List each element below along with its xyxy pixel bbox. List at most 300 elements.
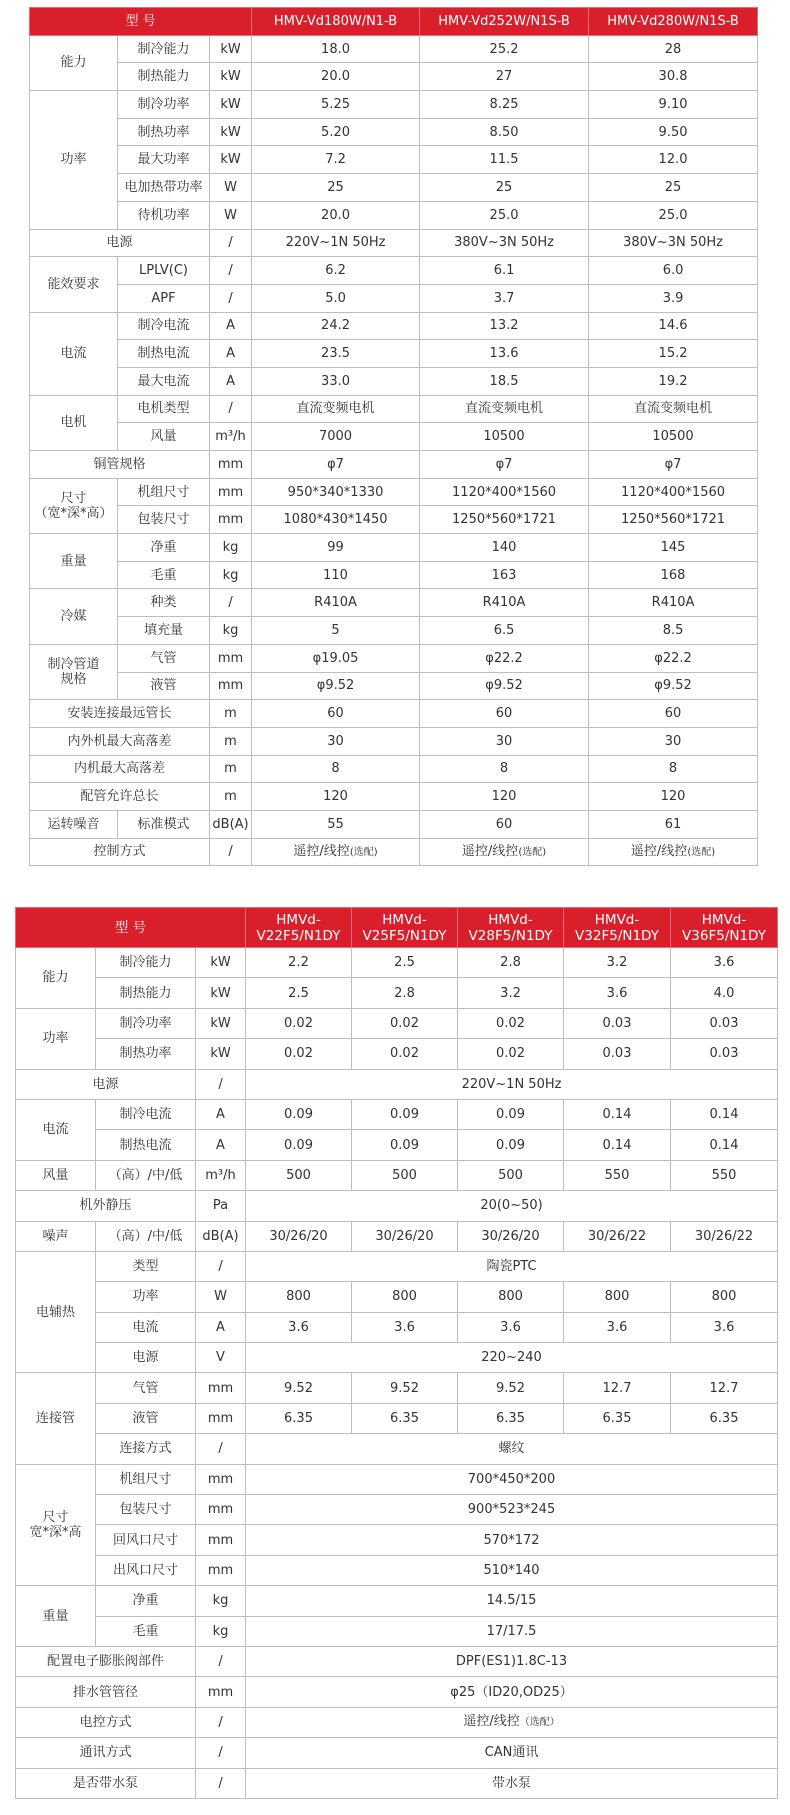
value-cell: 9.52 — [246, 1373, 352, 1403]
group-label — [16, 1464, 96, 1586]
item-label: 内机最大高落差 — [30, 755, 210, 783]
unit-cell: mm — [196, 1495, 246, 1525]
unit-cell: mm — [196, 1464, 246, 1494]
value-cell: 25 — [420, 174, 589, 202]
unit-cell: W — [196, 1282, 246, 1312]
item-label: 通讯方式 — [16, 1738, 196, 1768]
table-row — [16, 948, 778, 978]
value-cell: 1120*400*1560 — [589, 478, 758, 506]
table-row — [30, 561, 758, 589]
model-line: V22F5/N1DY — [256, 927, 341, 944]
unit-cell: A — [196, 1312, 246, 1342]
value-cell: 0.14 — [564, 1130, 671, 1160]
value-cell: 2.8 — [458, 948, 564, 978]
unit-cell: dB(A) — [196, 1221, 246, 1251]
value-cell: 220~240 — [246, 1343, 778, 1373]
value-cell: 25.2 — [420, 35, 589, 63]
table-row — [30, 700, 758, 728]
table-row — [30, 257, 758, 285]
item-label: 净重 — [118, 534, 210, 562]
value-text: 遥控/线控 — [463, 1714, 520, 1730]
unit-cell: mm — [196, 1677, 246, 1707]
table-row — [16, 1434, 778, 1464]
unit-cell: mm — [196, 1373, 246, 1403]
item-label: 类型 — [96, 1251, 196, 1281]
group-label: 运转噪音 — [30, 810, 118, 838]
item-label: 出风口尺寸 — [96, 1555, 196, 1585]
value-cell: DPF(ES1)1.8C-13 — [246, 1646, 778, 1676]
value-cell: 800 — [246, 1282, 352, 1312]
item-label: APF — [118, 284, 210, 312]
value-cell: 7000 — [252, 423, 420, 451]
value-cell: 10500 — [589, 423, 758, 451]
value-cell: 3.6 — [671, 1312, 778, 1342]
table-row — [30, 727, 758, 755]
value-cell: 30.8 — [589, 63, 758, 91]
table-row — [16, 1373, 778, 1403]
item-label: 毛重 — [96, 1616, 196, 1646]
value-cell: 380V~3N 50Hz — [420, 229, 589, 257]
table-row — [30, 174, 758, 202]
value-cell: 3.6 — [564, 978, 671, 1008]
table-row — [30, 118, 758, 146]
unit-cell: m — [210, 783, 252, 811]
value-cell: 0.02 — [458, 1039, 564, 1069]
unit-cell: A — [210, 312, 252, 340]
table-row — [16, 1008, 778, 1038]
value-cell: 0.09 — [352, 1099, 458, 1129]
unit-cell: dB(A) — [210, 810, 252, 838]
unit-cell: W — [210, 201, 252, 229]
unit-cell: mm — [196, 1525, 246, 1555]
value-cell: 18.5 — [420, 367, 589, 395]
value-cell: 20.0 — [252, 63, 420, 91]
value-cell: φ22.2 — [420, 644, 589, 672]
value-cell: 0.02 — [246, 1008, 352, 1038]
value-cell: 220V~1N 50Hz — [246, 1069, 778, 1099]
value-cell: 168 — [589, 561, 758, 589]
value-cell: 12.0 — [589, 146, 758, 174]
unit-cell: / — [196, 1768, 246, 1798]
value-cell: 8.50 — [420, 118, 589, 146]
item-label: 包装尺寸 — [96, 1495, 196, 1525]
unit-cell: mm — [196, 1403, 246, 1433]
unit-cell: mm — [210, 644, 252, 672]
table-row — [16, 1312, 778, 1342]
item-label: 排水管管径 — [16, 1677, 196, 1707]
value-cell: 直流变频电机 — [420, 395, 589, 423]
value-cell: 220V~1N 50Hz — [252, 229, 420, 257]
value-cell: 6.1 — [420, 257, 589, 285]
value-cell: φ22.2 — [589, 644, 758, 672]
value-cell: 27 — [420, 63, 589, 91]
value-cell: 6.5 — [420, 617, 589, 645]
optional-note: (选配) — [687, 846, 716, 858]
item-label: 最大功率 — [118, 146, 210, 174]
group-label: 电辅热 — [16, 1251, 96, 1373]
value-cell: 380V~3N 50Hz — [589, 229, 758, 257]
value-cell: 4.0 — [671, 978, 778, 1008]
table-row — [16, 1403, 778, 1433]
unit-cell: A — [196, 1130, 246, 1160]
value-cell: 8 — [420, 755, 589, 783]
table-row — [16, 1768, 778, 1798]
table-row — [30, 672, 758, 700]
unit-cell: kW — [210, 35, 252, 63]
value-cell: 120 — [420, 783, 589, 811]
value-cell: 3.2 — [458, 978, 564, 1008]
table-row — [16, 1221, 778, 1251]
unit-cell: A — [196, 1099, 246, 1129]
value-cell: φ7 — [420, 451, 589, 479]
value-cell: 30 — [252, 727, 420, 755]
table-row — [16, 1646, 778, 1676]
value-cell: 0.03 — [671, 1008, 778, 1038]
model-line: HMVd- — [276, 911, 321, 928]
group-label-line: （宽*深*高） — [34, 505, 113, 521]
value-cell: 9.52 — [352, 1373, 458, 1403]
table-row — [30, 367, 758, 395]
unit-cell: / — [196, 1069, 246, 1099]
model-name — [671, 908, 778, 948]
value-cell: 陶瓷PTC — [246, 1251, 778, 1281]
value-cell: R410A — [589, 589, 758, 617]
value-cell: 8.25 — [420, 91, 589, 119]
item-label: 制热电流 — [118, 340, 210, 368]
item-label: （高）/中/低 — [96, 1221, 196, 1251]
group-label-line: 尺寸 — [42, 1509, 69, 1525]
value-cell — [589, 838, 758, 866]
item-label: 电流 — [96, 1312, 196, 1342]
item-label: 机组尺寸 — [118, 478, 210, 506]
value-cell: 3.2 — [564, 948, 671, 978]
value-cell: 3.7 — [420, 284, 589, 312]
value-cell: 8 — [589, 755, 758, 783]
value-cell: 60 — [589, 700, 758, 728]
model-name: HMV-Vd280W/N1S-B — [589, 8, 758, 36]
item-label: 制冷电流 — [118, 312, 210, 340]
group-label: 电流 — [30, 312, 118, 395]
value-cell: 直流变频电机 — [589, 395, 758, 423]
model-line: V28F5/N1DY — [468, 927, 553, 944]
value-cell: 0.14 — [564, 1099, 671, 1129]
unit-cell: A — [210, 340, 252, 368]
item-label: 制热电流 — [96, 1130, 196, 1160]
group-label: 功率 — [30, 91, 118, 229]
table-row — [16, 1069, 778, 1099]
value-cell: 14.6 — [589, 312, 758, 340]
value-cell: 2.5 — [352, 948, 458, 978]
value-cell: 0.09 — [458, 1130, 564, 1160]
value-cell: CAN通讯 — [246, 1738, 778, 1768]
value-cell: 23.5 — [252, 340, 420, 368]
value-cell: 6.35 — [458, 1403, 564, 1433]
value-cell: 9.52 — [458, 1373, 564, 1403]
value-cell: 30/26/20 — [458, 1221, 564, 1251]
value-cell: 带水泵 — [246, 1768, 778, 1798]
group-label: 电流 — [16, 1099, 96, 1160]
item-label: 机外静压 — [16, 1191, 196, 1221]
value-cell: φ25（ID20,OD25） — [246, 1677, 778, 1707]
item-label: 制冷功率 — [118, 91, 210, 119]
item-label: 风量 — [118, 423, 210, 451]
item-label: 制热能力 — [96, 978, 196, 1008]
model-line: V36F5/N1DY — [682, 927, 766, 944]
value-cell: 5 — [252, 617, 420, 645]
unit-cell: kW — [210, 146, 252, 174]
value-cell: 30/26/22 — [564, 1221, 671, 1251]
value-cell: 13.2 — [420, 312, 589, 340]
value-cell: 12.7 — [564, 1373, 671, 1403]
unit-cell: / — [196, 1434, 246, 1464]
value-cell: 3.6 — [671, 948, 778, 978]
value-cell: 950*340*1330 — [252, 478, 420, 506]
value-cell: 30 — [589, 727, 758, 755]
value-cell: 99 — [252, 534, 420, 562]
value-cell: 18.0 — [252, 35, 420, 63]
item-label: 标准模式 — [118, 810, 210, 838]
value-cell: 2.5 — [246, 978, 352, 1008]
group-label: 连接管 — [16, 1373, 96, 1464]
value-cell: 0.03 — [671, 1039, 778, 1069]
group-label: 噪声 — [16, 1221, 96, 1251]
table-row — [30, 340, 758, 368]
value-cell: 3.6 — [564, 1312, 671, 1342]
group-label: 电机 — [30, 395, 118, 450]
model-line: HMVd- — [382, 911, 427, 928]
unit-cell: kW — [210, 63, 252, 91]
item-label: 电源 — [96, 1343, 196, 1373]
value-cell: 0.03 — [564, 1039, 671, 1069]
item-label: 液管 — [118, 672, 210, 700]
item-label: 连接方式 — [96, 1434, 196, 1464]
unit-cell: / — [196, 1738, 246, 1768]
table-row — [16, 1343, 778, 1373]
value-cell: 3.6 — [352, 1312, 458, 1342]
value-cell: 120 — [589, 783, 758, 811]
model-line: V25F5/N1DY — [362, 927, 447, 944]
value-cell: 25.0 — [589, 201, 758, 229]
value-cell: 0.02 — [352, 1039, 458, 1069]
table-row — [16, 1251, 778, 1281]
value-cell: 30/26/20 — [246, 1221, 352, 1251]
unit-cell: kW — [210, 91, 252, 119]
item-label: 液管 — [96, 1403, 196, 1433]
model-name — [246, 908, 352, 948]
model-name — [564, 908, 671, 948]
table-row — [30, 63, 758, 91]
value-cell: 6.35 — [352, 1403, 458, 1433]
model-name — [458, 908, 564, 948]
unit-cell: mm — [210, 672, 252, 700]
item-label: 功率 — [96, 1282, 196, 1312]
item-label: 内外机最大高落差 — [30, 727, 210, 755]
group-label-line: 尺寸 — [60, 490, 87, 506]
item-label: 毛重 — [118, 561, 210, 589]
value-cell: 0.09 — [246, 1130, 352, 1160]
value-cell: 3.9 — [589, 284, 758, 312]
table-row — [30, 534, 758, 562]
table-row — [30, 783, 758, 811]
table-row — [30, 755, 758, 783]
item-label: 电源 — [30, 229, 210, 257]
table-row — [16, 1707, 778, 1737]
value-cell: 900*523*245 — [246, 1495, 778, 1525]
table-row — [16, 1039, 778, 1069]
unit-cell: kW — [196, 978, 246, 1008]
unit-cell: kW — [210, 118, 252, 146]
value-cell: 550 — [671, 1160, 778, 1190]
value-cell: 60 — [252, 700, 420, 728]
item-label: 待机功率 — [118, 201, 210, 229]
item-label: 安装连接最远管长 — [30, 700, 210, 728]
value-cell: 6.35 — [564, 1403, 671, 1433]
value-cell: 30 — [420, 727, 589, 755]
value-cell: 20.0 — [252, 201, 420, 229]
unit-cell: kg — [210, 561, 252, 589]
unit-cell: / — [196, 1646, 246, 1676]
value-cell: 6.0 — [589, 257, 758, 285]
table-header-row — [30, 8, 758, 36]
item-label: 制冷功率 — [96, 1008, 196, 1038]
value-cell: 9.10 — [589, 91, 758, 119]
value-cell: 0.09 — [352, 1130, 458, 1160]
table-row — [16, 1160, 778, 1190]
value-cell: φ9.52 — [420, 672, 589, 700]
item-label: 制冷能力 — [118, 35, 210, 63]
value-cell: 2.8 — [352, 978, 458, 1008]
table-row — [16, 1130, 778, 1160]
table-row — [16, 1191, 778, 1221]
item-label: 制热功率 — [118, 118, 210, 146]
unit-cell: / — [210, 838, 252, 866]
value-cell: 25 — [252, 174, 420, 202]
value-cell: 60 — [420, 810, 589, 838]
group-label: 重量 — [30, 534, 118, 589]
value-cell: 140 — [420, 534, 589, 562]
table-row — [30, 478, 758, 506]
value-cell: 55 — [252, 810, 420, 838]
value-cell: 0.03 — [564, 1008, 671, 1038]
value-cell: 24.2 — [252, 312, 420, 340]
value-cell: 8 — [252, 755, 420, 783]
model-line: HMVd- — [701, 911, 747, 928]
group-label — [30, 644, 118, 699]
value-cell: 0.02 — [352, 1008, 458, 1038]
unit-cell: / — [210, 257, 252, 285]
unit-cell: kg — [196, 1586, 246, 1616]
table-row — [30, 617, 758, 645]
value-cell: 6.2 — [252, 257, 420, 285]
value-cell: 570*172 — [246, 1525, 778, 1555]
item-label: 是否带水泵 — [16, 1768, 196, 1798]
table-row — [30, 423, 758, 451]
value-cell — [420, 838, 589, 866]
value-cell: 510*140 — [246, 1555, 778, 1585]
item-label: 配置电子膨胀阀部件 — [16, 1646, 196, 1676]
unit-cell: / — [210, 229, 252, 257]
value-cell: 15.2 — [589, 340, 758, 368]
value-cell: 110 — [252, 561, 420, 589]
item-label: 填充量 — [118, 617, 210, 645]
value-cell: 60 — [420, 700, 589, 728]
value-cell: 25 — [589, 174, 758, 202]
item-label: 气管 — [96, 1373, 196, 1403]
group-label-line: 规格 — [60, 672, 87, 687]
value-cell: 6.35 — [246, 1403, 352, 1433]
table-row — [30, 644, 758, 672]
table-row — [16, 1282, 778, 1312]
value-cell: R410A — [252, 589, 420, 617]
value-cell: 163 — [420, 561, 589, 589]
table-row — [16, 1099, 778, 1129]
value-cell: 800 — [458, 1282, 564, 1312]
group-label: 冷媒 — [30, 589, 118, 644]
item-label: 回风口尺寸 — [96, 1525, 196, 1555]
item-label: 包装尺寸 — [118, 506, 210, 534]
group-label — [30, 478, 118, 533]
unit-cell: kW — [196, 1039, 246, 1069]
value-cell: φ7 — [589, 451, 758, 479]
value-cell: 13.6 — [420, 340, 589, 368]
table-row — [30, 589, 758, 617]
value-cell: 10500 — [420, 423, 589, 451]
value-cell: 19.2 — [589, 367, 758, 395]
value-cell: 5.25 — [252, 91, 420, 119]
value-cell: 1250*560*1721 — [589, 506, 758, 534]
item-label: 制冷能力 — [96, 948, 196, 978]
unit-cell: / — [210, 284, 252, 312]
value-cell: φ9.52 — [589, 672, 758, 700]
group-label-line: 宽*深*高 — [29, 1524, 82, 1540]
item-label: LPLV(C) — [118, 257, 210, 285]
item-label: 机组尺寸 — [96, 1464, 196, 1494]
unit-cell: m³/h — [210, 423, 252, 451]
value-cell — [246, 1707, 778, 1737]
value-cell: 2.2 — [246, 948, 352, 978]
unit-cell: A — [210, 367, 252, 395]
spec-table-indoor — [15, 907, 778, 1799]
value-cell: 30/26/22 — [671, 1221, 778, 1251]
item-label: 制热能力 — [118, 63, 210, 91]
value-cell: 500 — [458, 1160, 564, 1190]
table-row — [16, 1464, 778, 1494]
table-row — [30, 810, 758, 838]
table-row — [30, 35, 758, 63]
table-row — [30, 451, 758, 479]
optional-note: (选配) — [349, 846, 378, 858]
value-cell: 0.02 — [246, 1039, 352, 1069]
table-row — [30, 312, 758, 340]
unit-cell: kW — [196, 1008, 246, 1038]
value-cell: 800 — [564, 1282, 671, 1312]
unit-cell: / — [210, 395, 252, 423]
model-name: HMV-Vd180W/N1-B — [252, 8, 420, 36]
table-row — [30, 229, 758, 257]
group-label: 能力 — [16, 948, 96, 1009]
unit-cell: m — [210, 700, 252, 728]
value-cell: 3.6 — [458, 1312, 564, 1342]
table-row — [30, 201, 758, 229]
unit-cell: W — [210, 174, 252, 202]
value-cell: φ9.52 — [252, 672, 420, 700]
table-row — [16, 978, 778, 1008]
item-label: 电控方式 — [16, 1707, 196, 1737]
value-cell — [252, 838, 420, 866]
value-cell: 145 — [589, 534, 758, 562]
value-cell: 120 — [252, 783, 420, 811]
unit-cell: m³/h — [196, 1160, 246, 1190]
